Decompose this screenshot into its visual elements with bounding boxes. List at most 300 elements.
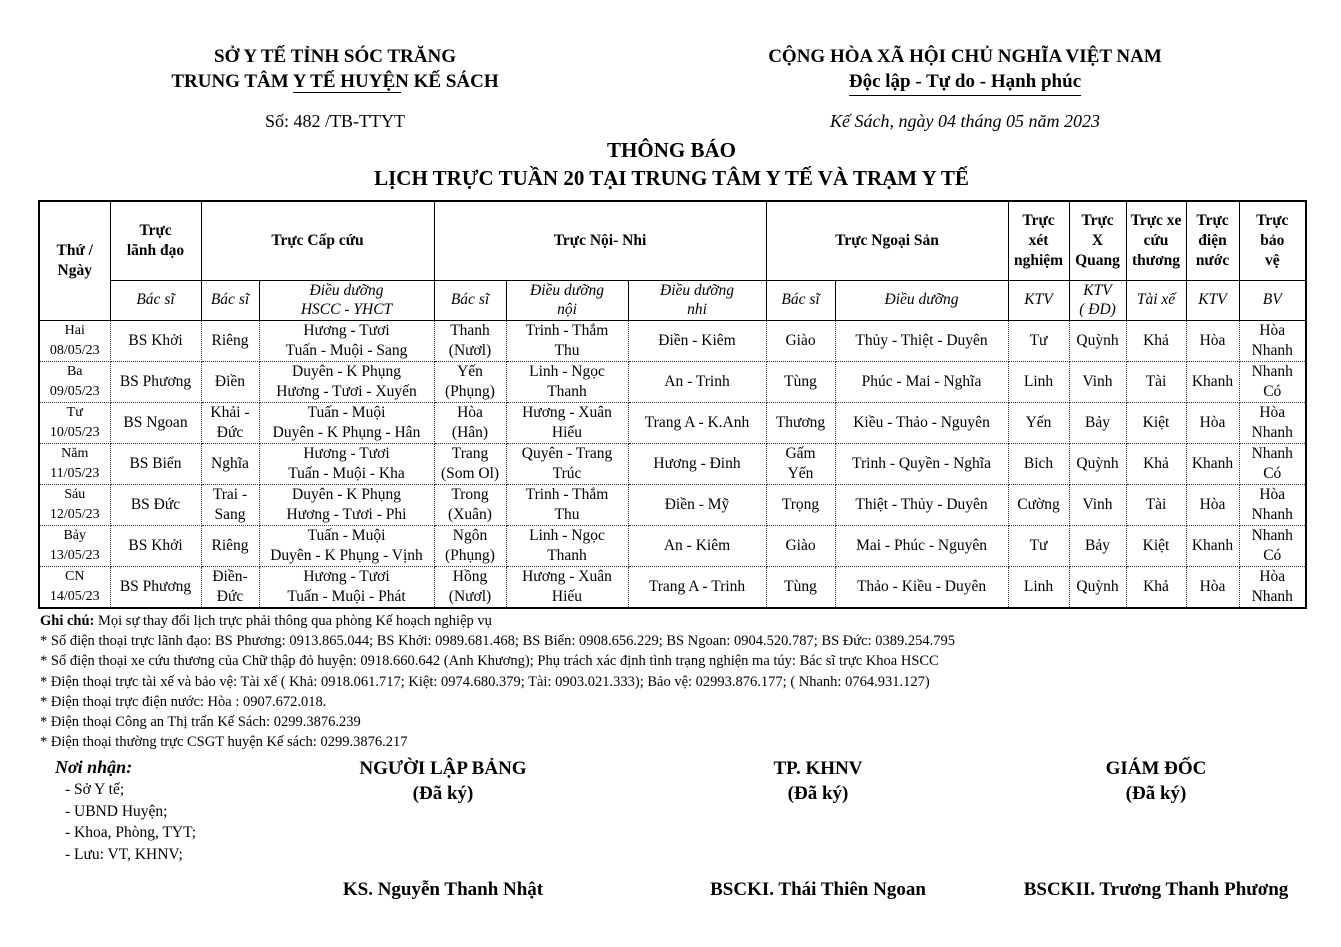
guard-cell [1239,320,1306,361]
cell-line: Có [1263,464,1282,482]
er-nurse-cell [259,484,434,525]
subheader-line: nhi [687,301,707,318]
guard-cell [1239,443,1306,484]
cell-line: Kiệt [1142,413,1170,431]
cell-line: (Phụng) [445,382,495,400]
er-doctor-cell [201,484,259,525]
internal-nurse-cell [506,525,628,566]
cell-line: Sang [214,505,246,523]
cell-line: Khanh [1191,454,1234,472]
surgery-nurse-cell [835,443,1008,484]
signature-khnv [688,756,948,806]
cell-line: 10/05/23 [49,424,100,440]
signature-name-director: BSCKII. Trương Thanh Phương [1023,879,1289,900]
cell-line: Khả [1143,331,1169,349]
utility-cell [1186,320,1239,361]
pediatric-nurse-cell [628,443,766,484]
cell-line: Tư [66,404,83,420]
cell-line: Điền [214,372,246,390]
day-cell [39,402,110,443]
cell-line: Linh - Ngọc [529,362,605,380]
internal-nurse-cell [506,566,628,608]
cell-line: Trinh - Quyền - Nghĩa [852,454,991,472]
er-doctor-cell [201,402,259,443]
xray-cell [1069,402,1126,443]
recipients-label: Nơi nhận: [55,757,133,777]
cell-line: Duyên - K Phụng [292,485,401,503]
schedule-body [39,320,1306,608]
surgery-doctor-cell [766,443,835,484]
internal-nurse-cell [506,320,628,361]
table-row [39,443,1306,484]
cell-line: Tuấn - Muội [307,526,386,544]
subheader-cell [1008,280,1069,320]
issuer-center-prefix: TRUNG TÂM [171,71,293,92]
national-motto: Độc lập - Tự do - Hạnh phúc [849,69,1081,96]
subheader-row [39,280,1306,320]
cell-line: Gấm [785,444,816,462]
cell-line: Tùng [784,577,817,595]
cell-line: Thiệt - Thủy - Duyên [855,495,988,513]
recipient-item: - Sở Y tế; [65,781,125,798]
er-nurse-cell [259,320,434,361]
cell-line: (Nươl) [448,587,492,605]
internal-doctor-cell [434,525,506,566]
day-cell [39,443,110,484]
day-cell [39,525,110,566]
cell-line: Trinh - Thắm [525,321,609,339]
cell-line: BS Khởi [128,536,183,554]
cell-line: Nhanh [1251,587,1293,605]
subheader-line: Bác sĩ [136,291,175,308]
cell-line: BS Phương [119,577,192,595]
table-row [39,361,1306,402]
cell-line: BS Khởi [128,331,183,349]
cell-line: Tuấn - Muội - Sang [285,341,408,359]
cell-line: Trang [451,444,489,462]
signature-status: (Đã ký) [412,783,474,804]
cell-line: Quyên - Trang [521,444,613,462]
utility-cell [1186,525,1239,566]
cell-line: CN [65,568,85,584]
cell-line: Hòa [1259,321,1286,339]
recipient-item: - Lưu: VT, KHNV; [65,845,183,863]
leader-cell [110,484,201,525]
lab-cell [1008,402,1069,443]
cell-line: BS Phương [119,372,192,390]
cell-line: Tuấn - Muội - Kha [288,464,405,482]
cell-line: Hương - Tươi - Xuyến [276,382,417,400]
cell-line: Nghĩa [211,454,249,472]
cell-line: Tư [1029,331,1048,349]
day-cell [39,320,110,361]
lab-cell [1008,484,1069,525]
cell-line: Linh [1023,372,1054,390]
note-line: * Điện thoại thường trực CSGT huyện Kế sách: 0299.3876.217 [40,734,408,751]
cell-line: Vinh [1082,372,1113,390]
er-nurse-cell [259,566,434,608]
day-cell [39,361,110,402]
xray-cell [1069,525,1126,566]
cell-line: Có [1263,546,1282,564]
cell-line: (Xuân) [448,505,492,523]
cell-line: Hòa [457,403,483,421]
er-doctor-cell [201,361,259,402]
subheader-cell [766,280,835,320]
cell-line: Giào [785,331,816,349]
surgery-doctor-cell [766,361,835,402]
header-day: Thứ / Ngày [39,201,110,320]
pediatric-nurse-cell [628,566,766,608]
cell-line: Khải - [210,403,250,421]
issuer-center-underlined: Y TẾ HUYỆ [292,71,396,92]
cell-line: Hương - Tươi [303,567,390,585]
driver-cell [1126,361,1186,402]
er-doctor-cell [201,320,259,361]
subheader-line: Điều dưỡng [530,282,604,299]
subheader-line: Tài xế [1136,291,1176,308]
cell-line: Hòa [1199,413,1226,431]
driver-cell [1126,320,1186,361]
document-title [38,136,1305,192]
cell-line: Hương - Đinh [653,454,741,472]
cell-line: Thanh [450,321,490,339]
recipient-item: - UBND Huyện; [65,802,168,820]
cell-line: Cường [1017,495,1060,513]
note-line: * Số điện thoại xe cứu thương của Chữ thập đỏ huyện: 0918.660.642 (Anh Khương); Phụ trách xác định tình trạng nghiện ma túy: Bác sĩ trực Khoa HSCC [40,653,939,670]
notes-section [40,611,1320,752]
cell-line: Có [1263,382,1282,400]
cell-line: Hiếu [551,587,583,605]
cell-line: 11/05/23 [50,465,100,481]
cell-line: 12/05/23 [49,506,100,522]
title-line-2: LỊCH TRỰC TUẦN 20 TẠI TRUNG TÂM Y TẾ VÀ TRẠM Y TẾ [374,166,969,190]
issuer-center [130,69,540,94]
er-doctor-cell [201,525,259,566]
er-nurse-cell [259,402,434,443]
subheader-line: Bác sĩ [210,291,250,308]
table-row [39,402,1306,443]
cell-line: Hương - Tươi [303,444,390,462]
cell-line: Điền - Kiêm [658,331,736,349]
cell-line: Nhanh [1251,362,1293,380]
subheader-cell [110,280,201,320]
signature-status: (Đã ký) [1125,783,1187,804]
cell-line: Đức [216,587,244,605]
table-row [39,525,1306,566]
cell-line: Trọng [781,495,820,513]
subheader-line: Điều dưỡng [660,282,734,299]
er-nurse-cell [259,361,434,402]
header-xray: Trực X Quang [1069,201,1126,280]
xray-cell [1069,361,1126,402]
subheader-line: KTV [1198,291,1227,308]
subheader-line: Điều dưỡng [309,282,384,299]
cell-line: Tài [1145,495,1167,513]
cell-line: Yến [787,464,814,482]
internal-doctor-cell [434,320,506,361]
surgery-nurse-cell [835,566,1008,608]
day-cell [39,484,110,525]
subheader-cell [1126,280,1186,320]
cell-line: Mai - Phúc - Nguyên [856,536,987,554]
title-line-1: THÔNG BÁO [607,138,736,162]
document-date: Kế Sách, ngày 04 tháng 05 năm 2023 [830,111,1100,131]
driver-cell [1126,525,1186,566]
cell-line: Khanh [1191,372,1234,390]
header-internal-pediatric: Trực Nội- Nhi [434,201,766,280]
surgery-doctor-cell [766,566,835,608]
guard-cell [1239,361,1306,402]
note-line: * Điện thoại trực điện nước: Hòa : 0907.672.018. [40,693,327,710]
header-ambulance: Trực xe cứu thương [1126,201,1186,280]
cell-line: (Nươl) [448,341,492,359]
cell-line: Thương [775,413,826,431]
pediatric-nurse-cell [628,525,766,566]
surgery-nurse-cell [835,320,1008,361]
internal-nurse-cell [506,484,628,525]
subheader-line: KTV [1024,291,1053,308]
pediatric-nurse-cell [628,361,766,402]
xray-cell [1069,320,1126,361]
cell-line: Điền - Mỹ [664,495,730,513]
cell-line: Bảy [1085,413,1110,431]
subheader-line: Bác sĩ [781,291,820,308]
cell-line: Hiếu [551,423,583,441]
cell-line: Hương - Xuân [522,403,612,421]
internal-doctor-cell [434,361,506,402]
er-doctor-cell [201,566,259,608]
utility-cell [1186,484,1239,525]
cell-line: Linh [1023,577,1054,595]
utility-cell [1186,361,1239,402]
internal-doctor-cell [434,566,506,608]
cell-line: Hồng [452,567,488,585]
er-nurse-cell [259,525,434,566]
cell-line: Bảy [63,527,87,543]
cell-line: Hương - Tươi [303,321,390,339]
leader-cell [110,566,201,608]
table-row [39,320,1306,361]
guard-cell [1239,484,1306,525]
signature-role: TP. KHNV [773,758,863,779]
notes-label: Ghi chú: [40,613,95,629]
internal-doctor-cell [434,484,506,525]
pediatric-nurse-cell [628,484,766,525]
cell-line: 08/05/23 [49,342,100,358]
cell-line: Tài [1145,372,1167,390]
table-row [39,484,1306,525]
cell-line: Thảo - Kiều - Duyên [856,577,987,595]
header-utilities: Trực điện nước [1186,201,1239,280]
subheader-line: nội [557,301,577,318]
surgery-doctor-cell [766,320,835,361]
leader-cell [110,361,201,402]
surgery-nurse-cell [835,525,1008,566]
cell-line: Duyên - K Phụng - Hân [272,423,421,441]
leader-cell [110,525,201,566]
cell-line: An - Kiêm [663,536,731,554]
utility-cell [1186,443,1239,484]
cell-line: Riêng [211,536,249,554]
subheader-cell [434,280,506,320]
cell-line: Quỳnh [1076,331,1119,349]
cell-line: Linh - Ngọc [529,526,605,544]
cell-line: Hòa [1199,331,1226,349]
signature-name-khnv: BSCKI. Thái Thiên Ngoan [710,879,926,900]
cell-line: Trong [451,485,489,503]
cell-line: Trinh - Thắm [525,485,609,503]
pediatric-nurse-cell [628,402,766,443]
signature-status: (Đã ký) [787,783,849,804]
signature-preparer [313,756,573,806]
cell-line: Kiều - Thảo - Nguyên [853,413,990,431]
cell-line: Hòa [1199,495,1226,513]
cell-line: Yến [1025,413,1052,431]
leader-cell [110,320,201,361]
cell-line: Hai [64,322,85,338]
cell-line: Nhanh [1251,444,1293,462]
cell-line: Sáu [64,486,86,502]
cell-line: Thanh [547,546,587,564]
xray-cell [1069,566,1126,608]
er-doctor-cell [201,443,259,484]
cell-line: Tùng [784,372,817,390]
guard-cell [1239,566,1306,608]
duty-schedule-table [38,200,1307,609]
subheader-cell [1239,280,1306,320]
subheader-line: ( ĐD) [1079,301,1116,318]
cell-line: BS Biển [129,454,182,472]
cell-line: Phúc - Mai - Nghĩa [861,372,982,390]
internal-nurse-cell [506,443,628,484]
signature-name-preparer: KS. Nguyễn Thanh Nhật [342,879,544,900]
cell-line: Hòa [1259,485,1286,503]
cell-line: Thu [554,341,580,359]
subheader-line: HSCC - YHCT [300,301,393,318]
cell-line: (Hân) [451,423,489,441]
internal-doctor-cell [434,443,506,484]
lab-cell [1008,443,1069,484]
cell-line: BS Ngoan [123,413,188,431]
note-line: * Điện thoại trực tài xế và bảo vệ: Tài xế ( Khả: 0918.061.717; Kiệt: 0974.680.379; Tài: 0903.021.333); Bảo vệ: 02993.876.177; ( Nhanh: 0764.931.127) [40,673,930,690]
surgery-nurse-cell [835,361,1008,402]
day-cell [39,566,110,608]
cell-line: Giào [785,536,816,554]
cell-line: Khanh [1191,536,1234,554]
cell-line: Tư [1029,536,1048,554]
note-line: * Số điện thoại trực lãnh đạo: BS Phương: 0913.865.044; BS Khởi: 0989.681.468; BS Biển: 0908.656.229; BS Ngoan: 0904.520.787; BS Đức: 0389.254.795 [40,633,955,650]
cell-line: Tuấn - Muội - Phát [287,587,406,605]
cell-line: Điền- [212,567,248,585]
subheader-line: Điều dưỡng [884,291,959,308]
surgery-nurse-cell [835,484,1008,525]
cell-line: Riêng [211,331,249,349]
er-nurse-cell [259,443,434,484]
lab-cell [1008,320,1069,361]
header-security: Trực bảo vệ [1239,201,1306,280]
signature-role: NGƯỜI LẬP BẢNG [359,758,527,779]
internal-doctor-cell [434,402,506,443]
note-line: * Điện thoại Công an Thị trấn Kế Sách: 0299.3876.239 [40,714,361,731]
internal-nurse-cell [506,402,628,443]
cell-line: Ngôn [452,526,488,544]
cell-line: Hương - Tươi - Phi [286,505,407,523]
utility-cell [1186,566,1239,608]
signature-director [1026,756,1286,806]
cell-line: Trúc [552,464,582,482]
cell-line: Khả [1143,577,1169,595]
header-surgery-obstetric: Trực Ngoại Sản [766,201,1008,280]
cell-line: 13/05/23 [49,547,100,563]
cell-line: Nhanh [1251,505,1293,523]
leader-cell [110,443,201,484]
header-leader: Trực lãnh đạo [110,201,201,280]
issuer-center-suffix: N KẾ SÁCH [395,71,499,92]
xray-cell [1069,443,1126,484]
xray-cell [1069,484,1126,525]
subheader-cell [259,280,434,320]
subheader-cell [1069,280,1126,320]
pediatric-nurse-cell [628,320,766,361]
cell-line: Nhanh [1251,526,1293,544]
national-motto-block [730,44,1200,96]
cell-line: Trai - [212,485,248,503]
guard-cell [1239,525,1306,566]
issuer-department: SỞ Y TẾ TỈNH SÓC TRĂNG [214,46,456,67]
cell-line: Duyên - K Phụng [292,362,401,380]
subheader-cell [628,280,766,320]
cell-line: Kiệt [1142,536,1170,554]
cell-line: Thu [554,505,580,523]
document-number: Số: 482 /TB-TTYT [265,111,405,131]
driver-cell [1126,443,1186,484]
cell-line: Nhanh [1251,341,1293,359]
cell-line: Tuấn - Muội [307,403,386,421]
lab-cell [1008,566,1069,608]
internal-nurse-cell [506,361,628,402]
subheader-cell [506,280,628,320]
cell-line: Duyên - K Phụng - Vịnh [270,546,423,564]
surgery-doctor-cell [766,525,835,566]
table-row [39,566,1306,608]
recipient-item: - Khoa, Phòng, TYT; [65,824,197,841]
recipients-block [55,756,196,865]
subheader-cell [201,280,259,320]
cell-line: Quỳnh [1076,577,1119,595]
driver-cell [1126,402,1186,443]
cell-line: Đức [216,423,244,441]
cell-line: Khả [1143,454,1169,472]
cell-line: 14/05/23 [49,588,100,604]
cell-line: Thanh [547,382,587,400]
header-lab: Trực xét nghiệm [1008,201,1069,280]
subheader-cell [835,280,1008,320]
notes-text: Mọi sự thay đổi lịch trực phải thông qua phòng Kế hoạch nghiệp vụ [94,613,492,629]
cell-line: Trang A - Trinh [648,577,746,595]
cell-line: Hòa [1259,403,1286,421]
surgery-nurse-cell [835,402,1008,443]
cell-line: An - Trinh [664,372,730,390]
subheader-line: Bác sĩ [450,291,490,308]
cell-line: Ba [66,363,83,379]
subheader-line: KTV [1083,282,1112,299]
driver-cell [1126,484,1186,525]
cell-line: (Som Ol) [440,464,500,482]
subheader-cell [1186,280,1239,320]
notes-intro [40,611,1320,631]
cell-line: Bich [1023,454,1054,472]
